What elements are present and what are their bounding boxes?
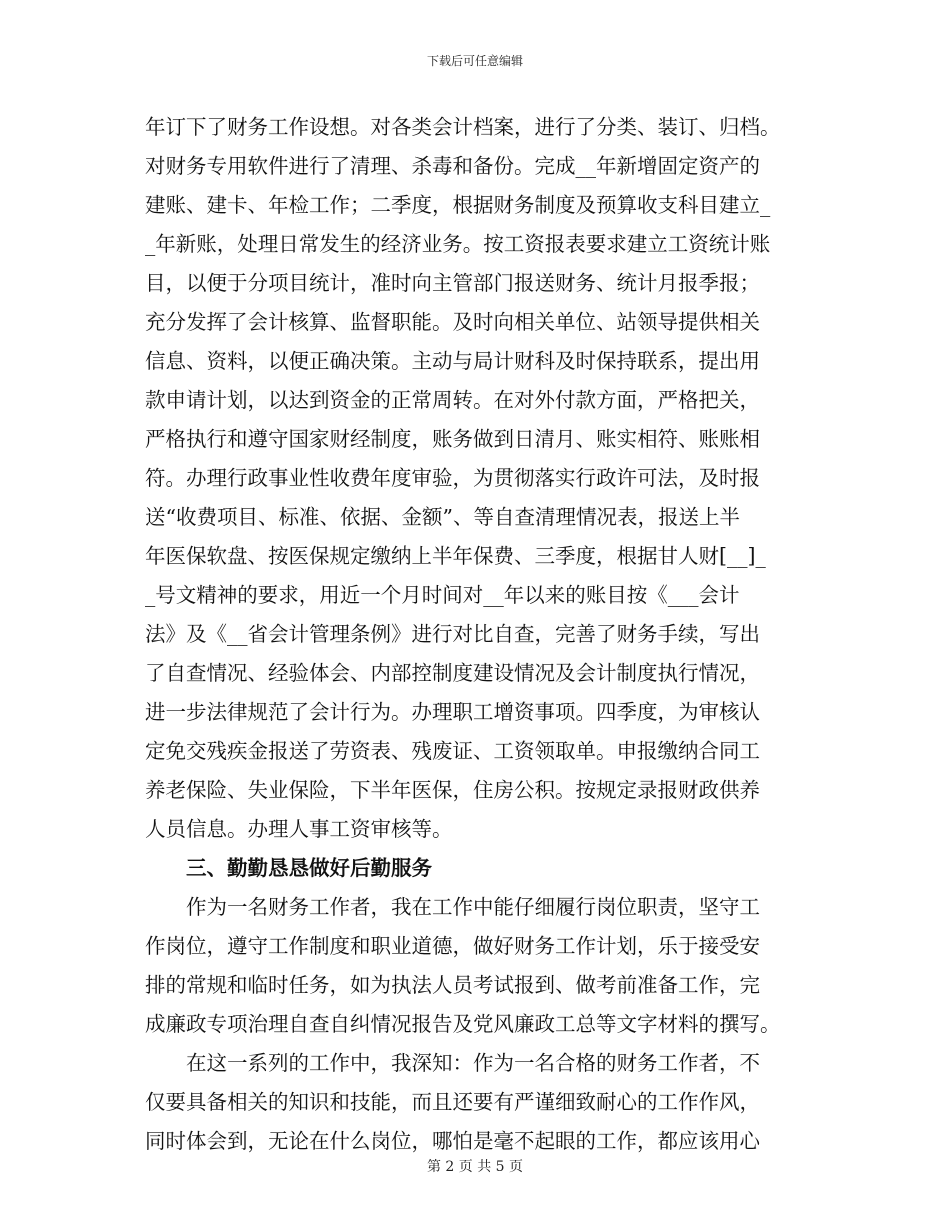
paragraph-first-line: 在这一系列的工作中，我深知：作为一名合格的财务工作者，不: [186, 1051, 760, 1075]
body-text-line: 信息、资料，以便正确决策。主动与局计财科及时保持联系，提出用: [145, 349, 760, 373]
body-text-line: 人员信息。办理人事工资审核等。: [145, 817, 453, 841]
body-text-line: 充分发挥了会计核算、监督职能。及时向相关单位、站领导提供相关: [145, 310, 760, 334]
body-text-line: _年新账，处理日常发生的经济业务。按工资报表要求建立工资统计账: [145, 232, 771, 256]
section-heading: 三、勤勤恳恳做好后勤服务: [186, 856, 432, 880]
body-text-line: 进一步法律规范了会计行为。办理职工增资事项。四季度，为审核认: [145, 700, 760, 724]
body-text-line: 同时体会到，无论在什么岗位，哪怕是毫不起眼的工作，都应该用心: [145, 1129, 760, 1153]
body-text-line: _号文精神的要求，用近一个月时间对__年以来的账目按《___会计: [145, 583, 740, 607]
body-text-line: 符。办理行政事业性收费年度审验，为贯彻落实行政许可法，及时报: [145, 466, 760, 490]
body-text-line: 对财务专用软件进行了清理、杀毒和备份。完成__年新增固定资产的: [145, 154, 760, 178]
body-text-line: 法》及《__省会计管理条例》进行对比自查，完善了财务手续，写出: [145, 622, 760, 646]
body-text-line: 建账、建卡、年检工作；二季度，根据财务制度及预算收支科目建立_: [145, 193, 771, 217]
body-text-line: 年医保软盘、按医保规定缴纳上半年保费、三季度，根据甘人财[__]_: [145, 544, 766, 568]
body-text-line: 了自查情况、经验体会、内部控制度建设情况及会计制度执行情况，: [145, 661, 760, 685]
body-text-line: 送“收费项目、标准、依据、金额”、等自查清理情况表，报送上半: [145, 505, 740, 529]
body-text-line: 年订下了财务工作设想。对各类会计档案，进行了分类、装订、归档。: [145, 115, 781, 139]
body-text-line: 严格执行和遵守国家财经制度，账务做到日清月、账实相符、账账相: [145, 427, 760, 451]
body-text-line: 作岗位，遵守工作制度和职业道德，做好财务工作计划，乐于接受安: [145, 934, 760, 958]
body-text-line: 款申请计划，以达到资金的正常周转。在对外付款方面，严格把关，: [145, 388, 760, 412]
body-text-line: 定免交残疾金报送了劳资表、残废证、工资领取单。申报缴纳合同工: [145, 739, 760, 763]
page-header: 下载后可任意编辑: [426, 54, 523, 68]
body-text-line: 目，以便于分项目统计，准时向主管部门报送财务、统计月报季报；: [145, 271, 760, 295]
body-text-line: 仅要具备相关的知识和技能，而且还要有严谨细致耐心的工作作风，: [145, 1090, 760, 1114]
body-text-line: 排的常规和临时任务，如为执法人员考试报到、做考前准备工作，完: [145, 973, 760, 997]
document-body: [145, 108, 805, 1161]
page-number-footer: 第 2 页 共 5 页: [426, 1159, 524, 1175]
body-text-line: 成廉政专项治理自查自纠情况报告及党风廉政工总等文字材料的撰写。: [145, 1012, 781, 1036]
paragraph-first-line: 作为一名财务工作者，我在工作中能仔细履行岗位职责，坚守工: [186, 895, 760, 919]
body-text-line: 养老保险、失业保险，下半年医保，住房公积。按规定录报财政供养: [145, 778, 760, 802]
